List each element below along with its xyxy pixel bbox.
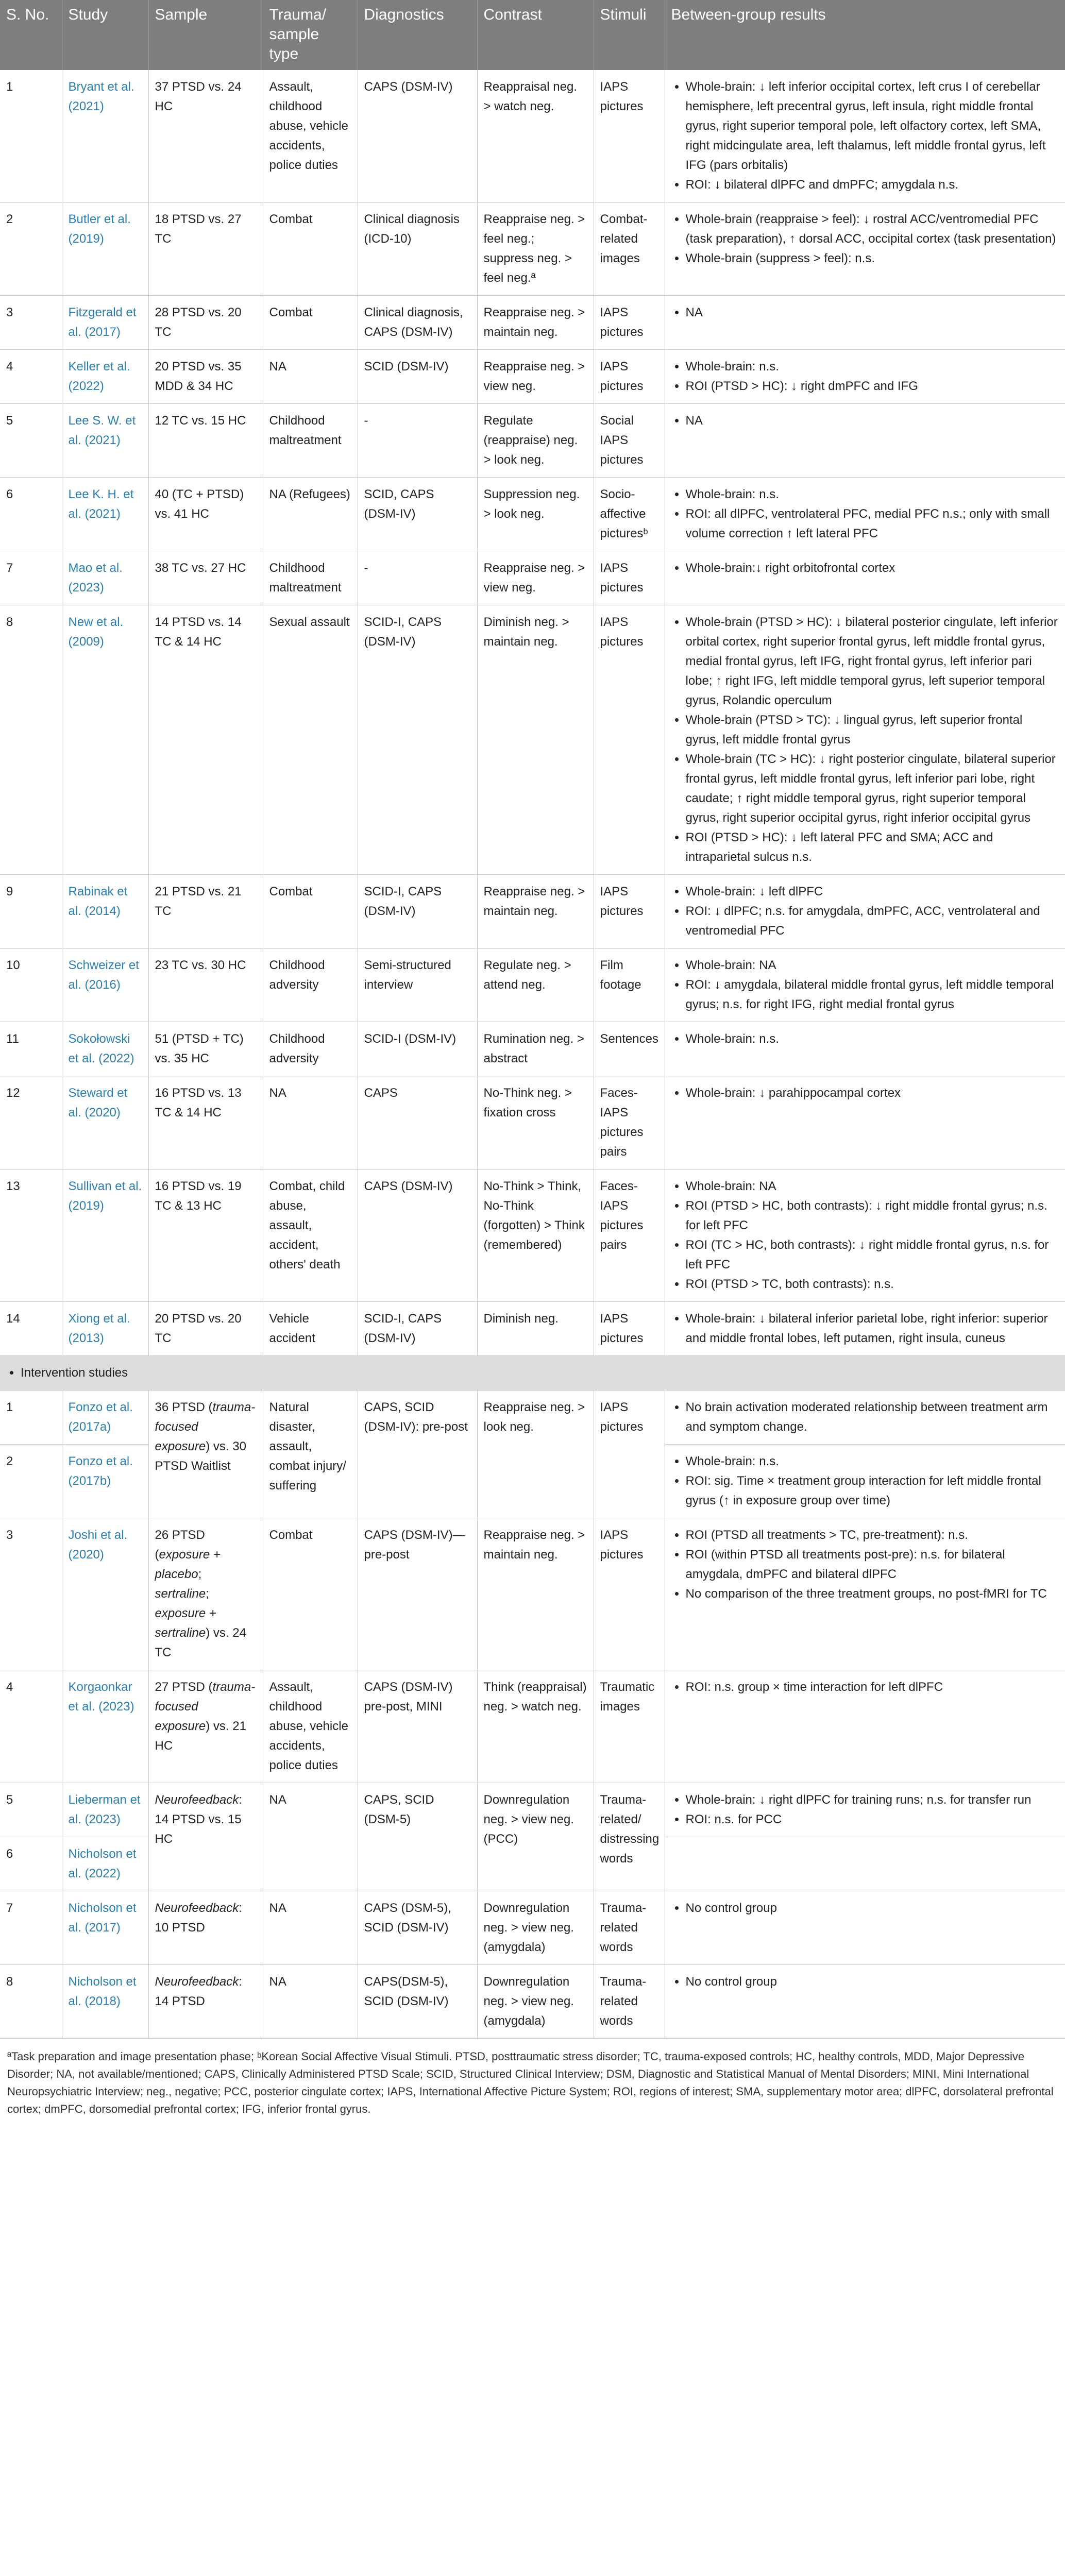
- diagnostics-cell: Clinical diagnosis, CAPS (DSM-IV): [358, 296, 477, 350]
- trauma-cell: NA: [263, 1965, 358, 2039]
- stimuli-cell: Film footage: [594, 948, 665, 1022]
- study-cell: Nicholson et al. (2018): [62, 1965, 148, 2039]
- study-cell: Sullivan et al. (2019): [62, 1170, 148, 1302]
- result-item: • Whole-brain: ↓ parahippocampal cortex: [686, 1083, 1059, 1103]
- diagnostics-cell: Semi-structured interview: [358, 948, 477, 1022]
- study-cell: Butler et al. (2019): [62, 202, 148, 296]
- study-cell: Nicholson et al. (2022): [62, 1837, 148, 1891]
- contrast-cell: Diminish neg.: [477, 1302, 594, 1356]
- header-diagnostics: Diagnostics: [358, 0, 477, 70]
- study-cell: Fonzo et al. (2017b): [62, 1445, 148, 1518]
- result-item: • No control group: [686, 1899, 1059, 1918]
- trauma-cell: Assault, childhood abuse, vehicle accidents, police duties: [263, 70, 358, 202]
- result-item: • ROI (PTSD > TC, both contrasts): n.s.: [686, 1275, 1059, 1294]
- stimuli-cell: Sentences: [594, 1022, 665, 1076]
- result-item: • Whole-brain: ↓ left inferior occipital cortex, left crus I of cerebellar hemisphere, left precentral gyrus, left insula, right middle frontal gyrus, right superior temporal pole, left olfactory cortex, left SMA, right midcingulate area, left thalamus, left middle frontal gyrus, left IFG (pars orbitalis): [686, 77, 1059, 175]
- trauma-cell: Combat: [263, 875, 358, 948]
- contrast-cell: Reappraise neg. > look neg.: [477, 1391, 594, 1518]
- result-item: • Whole-brain (TC > HC): ↓ right posterior cingulate, bilateral superior frontal gyrus, left middle frontal gyrus, left inferior pari lobe, right caudate; ↑ right middle temporal gyrus, right superior temporal gyrus, right superior occipital gyrus, right inferior occipital gyrus: [686, 750, 1059, 828]
- table-row: [0, 1518, 1065, 1670]
- study-cell: Lee S. W. et al. (2021): [62, 404, 148, 478]
- contrast-cell: Diminish neg. > maintain neg.: [477, 605, 594, 875]
- result-item: • No brain activation moderated relationship between treatment arm and symptom change.: [686, 1398, 1059, 1437]
- result-item: • ROI (PTSD all treatments > TC, pre-treatment): n.s.: [686, 1526, 1059, 1545]
- table-row: [0, 875, 1065, 948]
- diagnostics-cell: CAPS(DSM-5), SCID (DSM-IV): [358, 1965, 477, 2039]
- results-cell: [665, 1891, 1065, 1965]
- sample-cell: 51 (PTSD + TC) vs. 35 HC: [148, 1022, 263, 1076]
- trauma-cell: Childhood adversity: [263, 948, 358, 1022]
- result-item: • Whole-brain (suppress > feel): n.s.: [686, 249, 1059, 268]
- diagnostics-cell: SCID-I, CAPS (DSM-IV): [358, 875, 477, 948]
- stimuli-cell: Trauma-related words: [594, 1891, 665, 1965]
- contrast-cell: Downregulation neg. > view neg. (amygdala): [477, 1965, 594, 2039]
- results-cell: [665, 1391, 1065, 1445]
- sample-cell: 27 PTSD (trauma-focused exposure) vs. 21 HC: [148, 1670, 263, 1783]
- sno-cell: 4: [0, 1670, 62, 1783]
- diagnostics-cell: CAPS (DSM-IV): [358, 70, 477, 202]
- table-row: [0, 1076, 1065, 1170]
- stimuli-cell: Trauma-related/ distressing words: [594, 1783, 665, 1891]
- sno-cell: 14: [0, 1302, 62, 1356]
- result-item: • ROI: ↓ dlPFC; n.s. for amygdala, dmPFC, ACC, ventrolateral and ventromedial PFC: [686, 902, 1059, 941]
- header-contrast: Contrast: [477, 0, 594, 70]
- sample-cell: 38 TC vs. 27 HC: [148, 551, 263, 605]
- stimuli-cell: IAPS pictures: [594, 1391, 665, 1518]
- result-item: • NA: [686, 411, 1059, 431]
- diagnostics-cell: CAPS, SCID (DSM-5): [358, 1783, 477, 1891]
- result-item: • ROI (PTSD > HC): ↓ left lateral PFC and SMA; ACC and intraparietal sulcus n.s.: [686, 828, 1059, 867]
- table-row: [0, 404, 1065, 478]
- sno-cell: 1: [0, 70, 62, 202]
- results-cell: [665, 70, 1065, 202]
- diagnostics-cell: -: [358, 404, 477, 478]
- study-cell: Rabinak et al. (2014): [62, 875, 148, 948]
- sno-cell: 8: [0, 1965, 62, 2039]
- stimuli-cell: IAPS pictures: [594, 605, 665, 875]
- result-item: • Whole-brain: n.s.: [686, 1029, 1059, 1049]
- trauma-cell: Combat: [263, 1518, 358, 1670]
- sample-cell: 18 PTSD vs. 27 TC: [148, 202, 263, 296]
- study-cell: Schweizer et al. (2016): [62, 948, 148, 1022]
- diagnostics-cell: SCID (DSM-IV): [358, 350, 477, 404]
- sample-cell: Neurofeedback: 14 PTSD: [148, 1965, 263, 2039]
- trauma-cell: Combat, child abuse, assault, accident, others' death: [263, 1170, 358, 1302]
- result-item: • NA: [686, 303, 1059, 323]
- result-item: • Whole-brain (reappraise > feel): ↓ rostral ACC/ventromedial PFC (task preparation), ↑ dorsal ACC, occipital cortex (task presentation): [686, 210, 1059, 249]
- trauma-cell: NA: [263, 350, 358, 404]
- results-cell: [665, 1783, 1065, 1837]
- result-item: • Whole-brain: NA: [686, 956, 1059, 975]
- trauma-cell: Childhood maltreatment: [263, 404, 358, 478]
- study-cell: New et al. (2009): [62, 605, 148, 875]
- contrast-cell: Reappraise neg. > maintain neg.: [477, 1518, 594, 1670]
- result-item: • No control group: [686, 1972, 1059, 1992]
- result-item: • ROI: ↓ amygdala, bilateral middle frontal gyrus, left middle temporal gyrus; n.s. for right IFG, right medial frontal gyrus: [686, 975, 1059, 1014]
- stimuli-cell: IAPS pictures: [594, 1302, 665, 1356]
- header-sno: S. No.: [0, 0, 62, 70]
- results-cell: [665, 350, 1065, 404]
- results-cell: [665, 605, 1065, 875]
- results-cell: [665, 875, 1065, 948]
- sno-cell: 5: [0, 404, 62, 478]
- results-cell: [665, 404, 1065, 478]
- results-cell: [665, 1837, 1065, 1891]
- results-cell: [665, 551, 1065, 605]
- contrast-cell: Downregulation neg. > view neg. (PCC): [477, 1783, 594, 1891]
- table-row: [0, 1022, 1065, 1076]
- stimuli-cell: IAPS pictures: [594, 70, 665, 202]
- results-cell: [665, 1670, 1065, 1783]
- sno-cell: 6: [0, 478, 62, 551]
- sample-cell: 14 PTSD vs. 14 TC & 14 HC: [148, 605, 263, 875]
- result-item: • ROI: n.s. group × time interaction for left dlPFC: [686, 1677, 1059, 1697]
- sno-cell: 12: [0, 1076, 62, 1170]
- table-row: [0, 296, 1065, 350]
- stimuli-cell: IAPS pictures: [594, 1518, 665, 1670]
- diagnostics-cell: SCID-I (DSM-IV): [358, 1022, 477, 1076]
- stimuli-cell: Faces-IAPS pictures pairs: [594, 1076, 665, 1170]
- header-sample: Sample: [148, 0, 263, 70]
- contrast-cell: Rumination neg. > abstract: [477, 1022, 594, 1076]
- sample-cell: 40 (TC + PTSD) vs. 41 HC: [148, 478, 263, 551]
- sample-cell: 20 PTSD vs. 20 TC: [148, 1302, 263, 1356]
- contrast-cell: No-Think neg. > fixation cross: [477, 1076, 594, 1170]
- results-cell: [665, 1022, 1065, 1076]
- table-row: [0, 1891, 1065, 1965]
- stimuli-cell: IAPS pictures: [594, 350, 665, 404]
- stimuli-cell: Trauma-related words: [594, 1965, 665, 2039]
- contrast-cell: Downregulation neg. > view neg. (amygdala): [477, 1891, 594, 1965]
- contrast-cell: Reappraise neg. > maintain neg.: [477, 296, 594, 350]
- table-row: [0, 202, 1065, 296]
- results-cell: [665, 1965, 1065, 2039]
- sample-cell: 28 PTSD vs. 20 TC: [148, 296, 263, 350]
- results-cell: [665, 296, 1065, 350]
- sample-cell: 37 PTSD vs. 24 HC: [148, 70, 263, 202]
- sno-cell: 8: [0, 605, 62, 875]
- result-item: • Whole-brain: n.s.: [686, 1452, 1059, 1471]
- contrast-cell: Think (reappraisal) neg. > watch neg.: [477, 1670, 594, 1783]
- table-row: [0, 1965, 1065, 2039]
- study-cell: Lee K. H. et al. (2021): [62, 478, 148, 551]
- contrast-cell: Reappraise neg. > view neg.: [477, 350, 594, 404]
- result-item: • Whole-brain: NA: [686, 1177, 1059, 1196]
- result-item: • ROI (within PTSD all treatments post-pre): n.s. for bilateral amygdala, dmPFC and bilateral dlPFC: [686, 1545, 1059, 1584]
- trauma-cell: NA: [263, 1783, 358, 1891]
- diagnostics-cell: Clinical diagnosis (ICD-10): [358, 202, 477, 296]
- trauma-cell: Combat: [263, 202, 358, 296]
- trauma-cell: Assault, childhood abuse, vehicle accidents, police duties: [263, 1670, 358, 1783]
- sample-cell: 21 PTSD vs. 21 TC: [148, 875, 263, 948]
- table-row: [0, 948, 1065, 1022]
- table-row: [0, 1391, 1065, 1445]
- study-cell: Mao et al. (2023): [62, 551, 148, 605]
- sno-cell: 4: [0, 350, 62, 404]
- sno-cell: 7: [0, 1891, 62, 1965]
- stimuli-cell: IAPS pictures: [594, 296, 665, 350]
- study-cell: Korgaonkar et al. (2023): [62, 1670, 148, 1783]
- sno-cell: 6: [0, 1837, 62, 1891]
- table-row: [0, 1302, 1065, 1356]
- study-cell: Steward et al. (2020): [62, 1076, 148, 1170]
- sno-cell: 5: [0, 1783, 62, 1837]
- contrast-cell: No-Think > Think, No-Think (forgotten) > Think (remembered): [477, 1170, 594, 1302]
- sno-cell: 13: [0, 1170, 62, 1302]
- diagnostics-cell: CAPS (DSM-IV)—pre-post: [358, 1518, 477, 1670]
- diagnostics-cell: CAPS: [358, 1076, 477, 1170]
- sno-cell: 2: [0, 202, 62, 296]
- table-row: [0, 350, 1065, 404]
- study-cell: Lieberman et al. (2023): [62, 1783, 148, 1837]
- diagnostics-cell: SCID, CAPS (DSM-IV): [358, 478, 477, 551]
- table-footnote: ªTask preparation and image presentation phase; ᵇKorean Social Affective Visual Stimuli. PTSD, posttraumatic stress disorder; TC, trauma-exposed controls; HC, healthy controls, MDD, Major Depressive Disorder; NA, not available/mentioned; CAPS, Clinically Administered PTSD Scale; SCID, Structured Clinical Interview; DSM, Diagnostic and Statistical Manual of Mental Disorders; MINI, Mini International Neuropsychiatric Interview; neg., negative; PCC, posterior cingulate cortex; IAPS, International Affective Picture System; ROI, regions of interest; SMA, supplementary motor area; dlPFC, dorsolateral prefrontal cortex; dmPFC, dorsomedial prefrontal cortex; IFG, inferior frontal gyrus.: [7, 2050, 1054, 2115]
- header-stimuli: Stimuli: [594, 0, 665, 70]
- table-header-row: [0, 0, 1065, 70]
- sno-cell: 11: [0, 1022, 62, 1076]
- result-item: • ROI: sig. Time × treatment group interaction for left middle frontal gyrus (↑ in exposure group over time): [686, 1471, 1059, 1511]
- study-cell: Fitzgerald et al. (2017): [62, 296, 148, 350]
- study-cell: Joshi et al. (2020): [62, 1518, 148, 1670]
- sample-cell: 23 TC vs. 30 HC: [148, 948, 263, 1022]
- sample-cell: 36 PTSD (trauma-focused exposure) vs. 30 PTSD Waitlist: [148, 1391, 263, 1518]
- sample-cell: 12 TC vs. 15 HC: [148, 404, 263, 478]
- table-body: [0, 70, 1065, 2039]
- diagnostics-cell: SCID-I, CAPS (DSM-IV): [358, 1302, 477, 1356]
- stimuli-cell: Combat-related images: [594, 202, 665, 296]
- stimuli-cell: IAPS pictures: [594, 551, 665, 605]
- sample-cell: Neurofeedback: 14 PTSD vs. 15 HC: [148, 1783, 263, 1891]
- stimuli-cell: Faces-IAPS pictures pairs: [594, 1170, 665, 1302]
- sno-cell: 3: [0, 296, 62, 350]
- result-item: • ROI (PTSD > HC, both contrasts): ↓ right middle frontal gyrus; n.s. for left PFC: [686, 1196, 1059, 1235]
- sample-cell: 20 PTSD vs. 35 MDD & 34 HC: [148, 350, 263, 404]
- trauma-cell: Sexual assault: [263, 605, 358, 875]
- trauma-cell: Vehicle accident: [263, 1302, 358, 1356]
- sample-cell: 16 PTSD vs. 13 TC & 14 HC: [148, 1076, 263, 1170]
- section-row-intervention: [0, 1356, 1065, 1391]
- sample-cell: 16 PTSD vs. 19 TC & 13 HC: [148, 1170, 263, 1302]
- result-item: • Whole-brain: ↓ bilateral inferior parietal lobe, right inferior: superior and middle frontal lobes, left putamen, right insula, cuneus: [686, 1309, 1059, 1348]
- contrast-cell: Reappraise neg. > maintain neg.: [477, 875, 594, 948]
- results-cell: [665, 1076, 1065, 1170]
- table-row: [0, 70, 1065, 202]
- trauma-cell: NA: [263, 1891, 358, 1965]
- results-cell: [665, 478, 1065, 551]
- result-item: • ROI: ↓ bilateral dlPFC and dmPFC; amygdala n.s.: [686, 175, 1059, 195]
- sno-cell: 1: [0, 1391, 62, 1445]
- sno-cell: 7: [0, 551, 62, 605]
- sample-cell: 26 PTSD (exposure + placebo; sertraline; exposure + sertraline) vs. 24 TC: [148, 1518, 263, 1670]
- contrast-cell: Suppression neg. > look neg.: [477, 478, 594, 551]
- diagnostics-cell: CAPS (DSM-5), SCID (DSM-IV): [358, 1891, 477, 1965]
- sample-cell: Neurofeedback: 10 PTSD: [148, 1891, 263, 1965]
- result-item: • Whole-brain (PTSD > TC): ↓ lingual gyrus, left superior frontal gyrus, left middle frontal gyrus: [686, 710, 1059, 750]
- header-results: Between-group results: [665, 0, 1065, 70]
- result-item: • Whole-brain: ↓ right dlPFC for training runs; n.s. for transfer run: [686, 1790, 1059, 1810]
- contrast-cell: Reappraise neg. > view neg.: [477, 551, 594, 605]
- table-row: [0, 1670, 1065, 1783]
- results-cell: [665, 948, 1065, 1022]
- contrast-cell: Reappraise neg. > feel neg.; suppress neg. > feel neg.ª: [477, 202, 594, 296]
- table-row: [0, 551, 1065, 605]
- contrast-cell: Regulate neg. > attend neg.: [477, 948, 594, 1022]
- sno-cell: 2: [0, 1445, 62, 1518]
- result-item: • ROI: n.s. for PCC: [686, 1810, 1059, 1829]
- trauma-cell: NA: [263, 1076, 358, 1170]
- result-item: • Whole-brain:↓ right orbitofrontal cortex: [686, 558, 1059, 578]
- diagnostics-cell: -: [358, 551, 477, 605]
- result-item: • ROI (PTSD > HC): ↓ right dmPFC and IFG: [686, 377, 1059, 396]
- result-item: • No comparison of the three treatment groups, no post-fMRI for TC: [686, 1584, 1059, 1604]
- diagnostics-cell: CAPS, SCID (DSM-IV): pre-post: [358, 1391, 477, 1518]
- results-cell: [665, 202, 1065, 296]
- study-cell: Sokołowski et al. (2022): [62, 1022, 148, 1076]
- table-row: [0, 605, 1065, 875]
- result-item: • Whole-brain: n.s.: [686, 485, 1059, 504]
- section-label: • Intervention studies: [21, 1363, 1059, 1383]
- result-item: • Whole-brain: n.s.: [686, 357, 1059, 377]
- result-item: • ROI: all dlPFC, ventrolateral PFC, medial PFC n.s.; only with small volume correction ↑ left lateral PFC: [686, 504, 1059, 544]
- header-trauma: Trauma/ sample type: [263, 0, 358, 70]
- study-cell: Fonzo et al. (2017a): [62, 1391, 148, 1445]
- trauma-cell: Childhood maltreatment: [263, 551, 358, 605]
- trauma-cell: NA (Refugees): [263, 478, 358, 551]
- trauma-cell: Childhood adversity: [263, 1022, 358, 1076]
- sno-cell: 9: [0, 875, 62, 948]
- contrast-cell: Regulate (reappraise) neg. > look neg.: [477, 404, 594, 478]
- contrast-cell: Reappraisal neg. > watch neg.: [477, 70, 594, 202]
- results-cell: [665, 1445, 1065, 1518]
- stimuli-cell: Traumatic images: [594, 1670, 665, 1783]
- result-item: • Whole-brain (PTSD > HC): ↓ bilateral posterior cingulate, left inferior orbital cortex, right superior frontal gyrus, left middle frontal gyrus, medial frontal gyrus, left IFG, right frontal gyrus, left inferior pari lobe; ↑ right IFG, left middle temporal gyrus, left superior temporal gyrus, Rolandic operculum: [686, 613, 1059, 710]
- results-cell: [665, 1302, 1065, 1356]
- study-cell: Bryant et al. (2021): [62, 70, 148, 202]
- study-cell: Nicholson et al. (2017): [62, 1891, 148, 1965]
- trauma-cell: Combat: [263, 296, 358, 350]
- table-row: [0, 1783, 1065, 1837]
- diagnostics-cell: CAPS (DSM-IV) pre-post, MINI: [358, 1670, 477, 1783]
- results-cell: [665, 1518, 1065, 1670]
- sno-cell: 3: [0, 1518, 62, 1670]
- stimuli-cell: IAPS pictures: [594, 875, 665, 948]
- study-cell: Xiong et al. (2013): [62, 1302, 148, 1356]
- sno-cell: 10: [0, 948, 62, 1022]
- result-item: • Whole-brain: ↓ left dlPFC: [686, 882, 1059, 902]
- study-cell: Keller et al. (2022): [62, 350, 148, 404]
- header-study: Study: [62, 0, 148, 70]
- diagnostics-cell: CAPS (DSM-IV): [358, 1170, 477, 1302]
- result-item: • ROI (TC > HC, both contrasts): ↓ right middle frontal gyrus, n.s. for left PFC: [686, 1235, 1059, 1275]
- results-cell: [665, 1170, 1065, 1302]
- trauma-cell: Natural disaster, assault, combat injury/ suffering: [263, 1391, 358, 1518]
- table-row: [0, 478, 1065, 551]
- table-row: [0, 1170, 1065, 1302]
- stimuli-cell: Socio-affective picturesᵇ: [594, 478, 665, 551]
- diagnostics-cell: SCID-I, CAPS (DSM-IV): [358, 605, 477, 875]
- stimuli-cell: Social IAPS pictures: [594, 404, 665, 478]
